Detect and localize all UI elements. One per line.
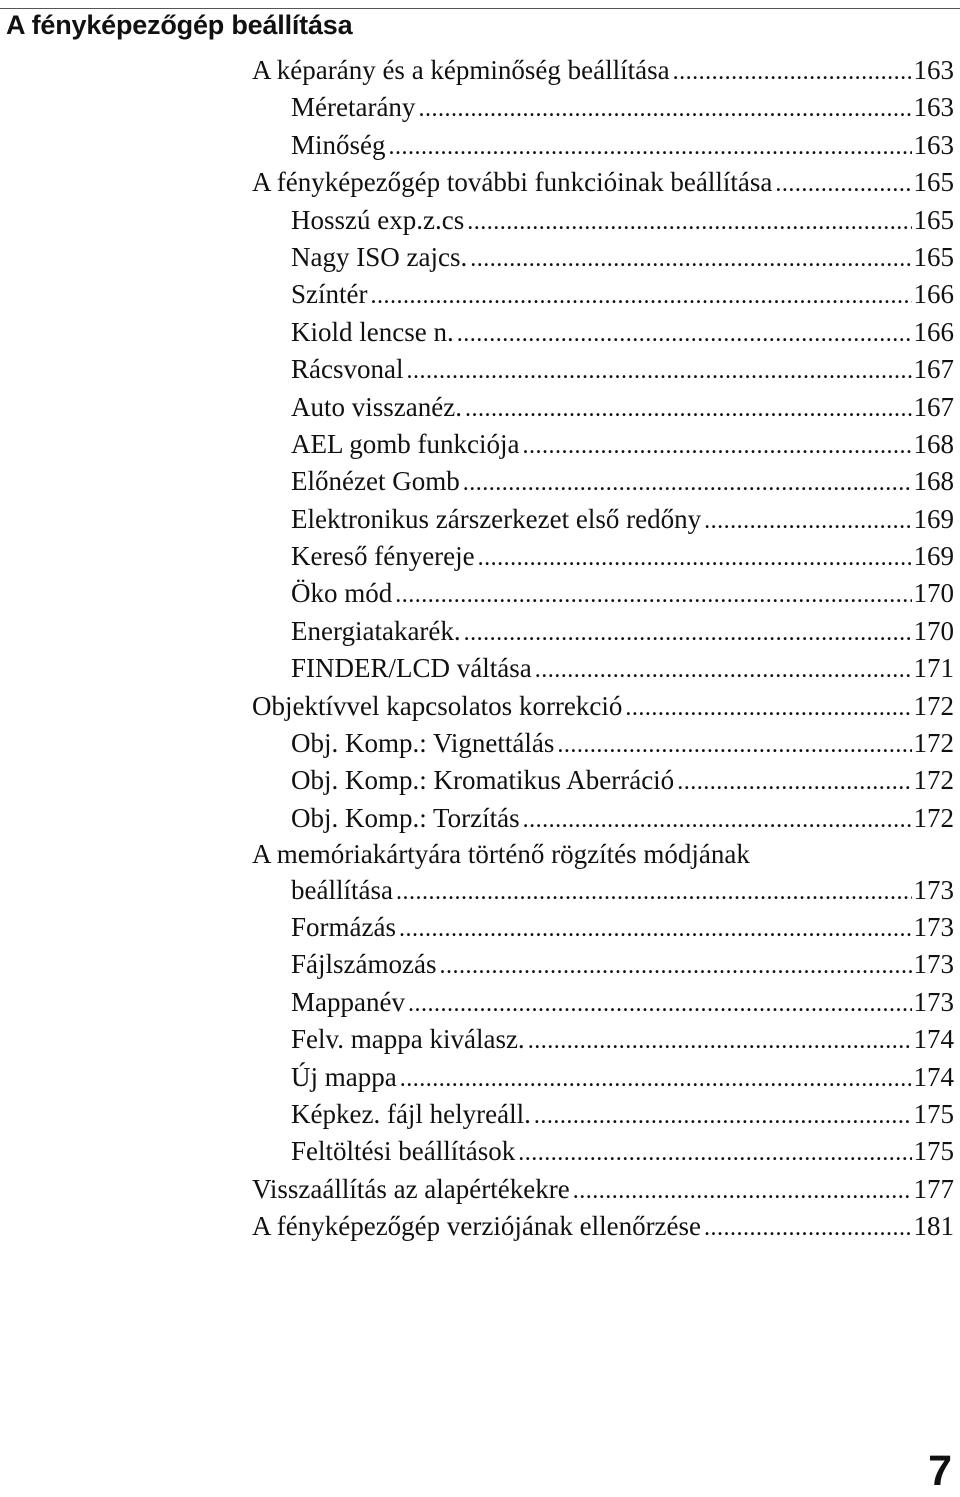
dot-leader	[523, 800, 912, 839]
toc-entry-label: Kereső fényereje	[291, 541, 475, 572]
dot-leader	[775, 164, 911, 203]
toc-entry-label: Formázás	[291, 912, 396, 943]
toc-entry[interactable]	[252, 984, 954, 1021]
dot-leader	[406, 351, 911, 390]
toc-entry-page: 173	[913, 912, 954, 943]
toc-entry[interactable]	[252, 202, 954, 239]
toc-entry-page: 172	[913, 690, 954, 721]
dot-leader	[704, 501, 911, 540]
toc-entry[interactable]	[252, 1059, 954, 1096]
toc-entry-page: 169	[913, 503, 954, 534]
toc-entry-page: 172	[913, 728, 954, 759]
toc-entry[interactable]	[252, 725, 954, 762]
dot-leader	[389, 127, 912, 166]
toc-entry-page: 174	[913, 1061, 954, 1092]
dot-leader	[478, 538, 912, 577]
dot-leader	[418, 89, 911, 128]
toc-entry-page: 163	[913, 92, 954, 123]
toc-entry-continuation[interactable]	[252, 872, 954, 909]
toc-entry-page: 165	[913, 204, 954, 235]
toc-entry[interactable]	[252, 89, 954, 126]
toc-entry-page: 171	[913, 653, 954, 684]
toc-entry-page: 165	[913, 241, 954, 272]
toc-entry-page: 167	[913, 354, 954, 385]
toc-entry[interactable]	[252, 127, 954, 164]
toc-entry-label: Képkez. fájl helyreáll.	[291, 1099, 531, 1130]
toc-entry-page: 166	[913, 316, 954, 347]
toc-entry-page: 174	[913, 1024, 954, 1055]
toc-entry[interactable]	[252, 351, 954, 388]
top-rule	[0, 8, 960, 9]
dot-leader	[522, 426, 911, 465]
toc-entry[interactable]	[252, 688, 954, 725]
toc-entry[interactable]	[252, 52, 954, 89]
dot-leader	[470, 239, 911, 278]
toc-entry[interactable]	[252, 463, 954, 500]
toc-entry[interactable]	[252, 837, 954, 872]
toc-entry[interactable]	[252, 426, 954, 463]
toc-entry-page: 163	[913, 55, 954, 85]
dot-leader	[399, 909, 912, 948]
dot-leader	[464, 613, 912, 652]
toc-entry-label: Felv. mappa kiválasz.	[291, 1024, 525, 1055]
dot-leader	[625, 688, 911, 727]
toc-entry[interactable]	[252, 276, 954, 313]
toc-entry-page: 175	[913, 1099, 954, 1130]
toc-entry-label: Új mappa	[291, 1061, 397, 1092]
toc-entry-label: Auto visszanéz.	[291, 391, 462, 422]
toc-entry-label: Obj. Komp.: Vignettálás	[291, 728, 555, 759]
dot-leader	[534, 1096, 912, 1135]
dot-leader	[528, 1021, 912, 1060]
toc-entry-page: 168	[913, 466, 954, 497]
toc-entry-label: A képarány és a képminőség beállítása	[252, 55, 670, 85]
toc-entry-label: A memóriakártyára történő rögzítés módjának	[252, 839, 750, 870]
toc-entry[interactable]	[252, 1133, 954, 1170]
dot-leader	[673, 52, 912, 91]
toc-entry-label: Objektívvel kapcsolatos korrekció	[252, 690, 623, 721]
dot-leader	[396, 872, 912, 911]
toc-entry-page: 177	[913, 1173, 954, 1204]
toc-entry-label: Előnézet Gomb	[291, 466, 460, 497]
dot-leader	[439, 946, 911, 985]
toc-entry-label: Nagy ISO zajcs.	[291, 241, 468, 272]
dot-leader	[457, 314, 912, 353]
toc-entry-page: 168	[913, 428, 954, 459]
toc-entry-label: Minőség	[291, 129, 386, 160]
dot-leader	[518, 1133, 911, 1172]
toc-entry-label: Obj. Komp.: Torzítás	[291, 802, 520, 833]
dot-leader	[677, 762, 911, 801]
toc-entry[interactable]	[252, 575, 954, 612]
toc-entry-page: 170	[913, 615, 954, 646]
toc-entry-page: 173	[913, 986, 954, 1017]
dot-leader	[408, 984, 912, 1023]
dot-leader	[465, 389, 912, 428]
dot-leader	[370, 276, 911, 315]
toc-entry-page: 181	[913, 1211, 954, 1242]
toc-entry[interactable]	[252, 946, 954, 983]
toc-entry-label: Energiatakarék.	[291, 615, 461, 646]
toc-entry-page: 170	[913, 578, 954, 609]
dot-leader	[557, 725, 911, 764]
toc-entry[interactable]	[252, 239, 954, 276]
dot-leader	[573, 1171, 912, 1210]
toc-entry-page: 173	[913, 874, 954, 905]
toc-entry-page: 163	[913, 129, 954, 160]
toc-entry-label: Elektronikus zárszerkezet első redőny	[291, 503, 702, 534]
toc-entry-page: 166	[913, 279, 954, 310]
toc-entry-label-continuation: beállítása	[291, 874, 393, 905]
toc-entry[interactable]	[252, 1208, 954, 1245]
toc-entry[interactable]	[252, 613, 954, 650]
dot-leader	[463, 463, 912, 502]
toc-entry-label: A fényképezőgép verziójának ellenőrzése	[252, 1211, 702, 1242]
toc-entry-page: 165	[913, 167, 954, 198]
toc-entry[interactable]	[252, 538, 954, 575]
dot-leader	[395, 575, 911, 614]
toc-entry[interactable]	[252, 1096, 954, 1133]
table-of-contents	[252, 52, 954, 1246]
toc-entry[interactable]	[252, 501, 954, 538]
toc-entry-page: 173	[913, 949, 954, 980]
toc-entry-page: 172	[913, 802, 954, 833]
toc-entry-label: Fájlszámozás	[291, 949, 437, 980]
toc-entry-label: Hosszú exp.z.cs	[291, 204, 465, 235]
toc-entry[interactable]	[252, 314, 954, 351]
toc-entry-page: 167	[913, 391, 954, 422]
toc-entry-page: 172	[913, 765, 954, 796]
toc-entry[interactable]	[252, 800, 954, 837]
dot-leader	[400, 1059, 912, 1098]
dot-leader	[467, 202, 911, 241]
toc-entry-page: 175	[913, 1136, 954, 1167]
toc-entry-page: 169	[913, 541, 954, 572]
page-number: 7	[928, 1447, 952, 1495]
toc-entry[interactable]	[252, 389, 954, 426]
toc-entry-label: Kiold lencse n.	[291, 316, 454, 347]
dot-leader	[704, 1208, 911, 1247]
toc-entry-label: Mappanév	[291, 986, 405, 1017]
toc-entry-label: Rácsvonal	[291, 354, 404, 385]
toc-entry[interactable]	[252, 909, 954, 946]
toc-entry-label: Öko mód	[291, 578, 393, 609]
dot-leader	[535, 650, 912, 689]
toc-entry[interactable]	[252, 164, 954, 201]
toc-entry-label: FINDER/LCD váltása	[291, 653, 532, 684]
toc-entry[interactable]	[252, 762, 954, 799]
toc-entry[interactable]	[252, 1021, 954, 1058]
toc-entry[interactable]	[252, 1171, 954, 1208]
toc-entry-label: Méretarány	[291, 92, 416, 123]
toc-entry-label: AEL gomb funkciója	[291, 428, 520, 459]
toc-entry-label: Obj. Komp.: Kromatikus Aberráció	[291, 765, 675, 796]
toc-entry[interactable]	[252, 650, 954, 687]
section-title: A fényképezőgép beállítása	[6, 10, 353, 40]
toc-entry-label: Feltöltési beállítások	[291, 1136, 516, 1167]
toc-entry-label: Visszaállítás az alapértékekre	[252, 1173, 570, 1204]
toc-entry-label: A fényképezőgép további funkcióinak beállítása	[252, 167, 773, 198]
toc-entry-label: Színtér	[291, 279, 368, 310]
